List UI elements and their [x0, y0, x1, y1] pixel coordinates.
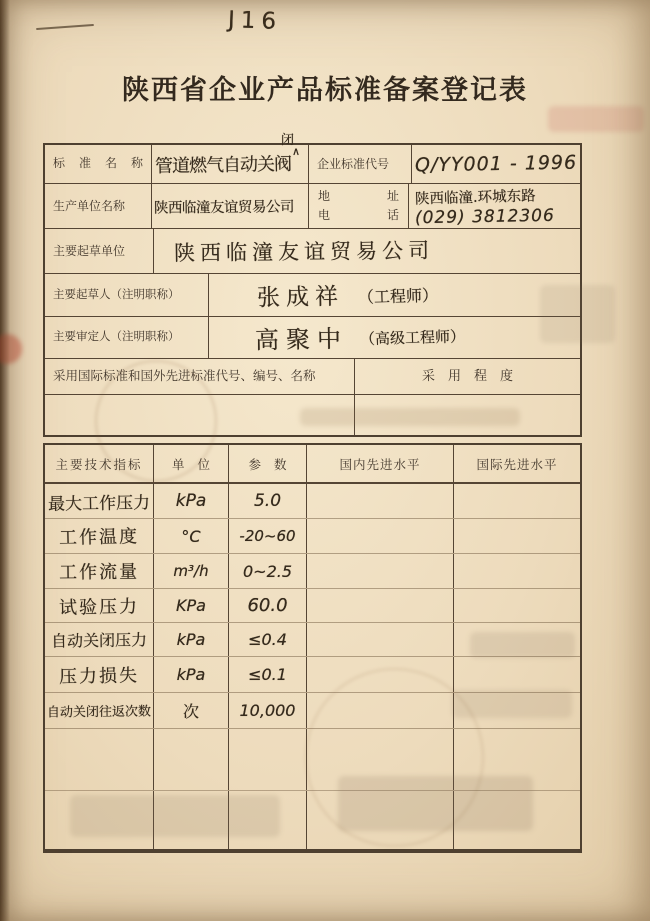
indicator-parameter: 60.0 — [247, 595, 288, 616]
row-approver — [45, 317, 580, 359]
form-title: 陕西省企业产品标准备案登记表 — [122, 75, 528, 105]
tech-header-row — [45, 445, 580, 484]
standard-name-label: 标准名称 — [45, 145, 152, 183]
header-international-level: 国际先进水平 — [476, 457, 558, 472]
tech-row — [45, 623, 580, 657]
international-level-cell — [454, 657, 580, 692]
international-level-cell — [454, 589, 580, 622]
tech-row — [45, 657, 580, 693]
indicator-name: 压力损失 — [58, 664, 140, 688]
indicator-parameter: 0~2.5 — [242, 561, 293, 581]
drafter-name: 张成祥 — [256, 283, 345, 311]
info-table — [43, 133, 582, 437]
producer-label: 生产单位名称 — [45, 184, 152, 228]
address-phone-label: 地 址 电 话 — [309, 184, 409, 228]
tech-empty-row — [45, 729, 580, 791]
indicator-unit: 次 — [182, 702, 199, 721]
indicator-parameter: ≤0.4 — [248, 630, 287, 649]
page-corner-mark: J16 — [227, 7, 283, 35]
indicator-unit: kPa — [175, 491, 207, 511]
drafting-unit-value: 陕西临潼友谊贸易公司 — [173, 238, 435, 266]
ink-bleed-artifact — [548, 106, 644, 132]
drafter-title: （工程师） — [357, 285, 439, 307]
phone-value: (029) 3812306 — [414, 205, 555, 228]
indicator-parameter: -20~60 — [239, 527, 296, 545]
header-domestic-level: 国内先进水平 — [307, 445, 454, 482]
indicator-parameter: ≤0.1 — [248, 665, 287, 684]
approver-label: 主要审定人（注明职称） — [45, 317, 209, 358]
international-level-cell — [454, 623, 580, 656]
adopted-standard-value-cell — [45, 395, 355, 435]
indicator-name: 自动关闭往返次数 — [46, 704, 152, 721]
indicator-unit: m³/h — [173, 562, 209, 580]
domestic-level-cell — [307, 589, 454, 622]
drafting-unit-label: 主要起草单位 — [45, 229, 154, 273]
standard-name-value: 管道燃气自动关阀 闭 ∧ — [152, 145, 309, 183]
tech-row — [45, 554, 580, 589]
enterprise-code-label: 企业标准代号 — [309, 145, 412, 183]
tech-row — [45, 693, 580, 729]
address-phone-value — [409, 184, 580, 228]
domestic-level-cell — [307, 623, 454, 656]
header-unit: 单位 — [154, 445, 229, 482]
indicator-name: 工作流量 — [58, 561, 140, 584]
indicator-unit: kPa — [176, 630, 206, 649]
domestic-level-cell — [307, 693, 454, 728]
indicator-name: 试验压力 — [58, 595, 140, 619]
page-binding-shadow — [0, 0, 10, 921]
adopted-standard-label: 采用国际标准和国外先进标准代号、编号、名称 — [45, 359, 355, 394]
international-level-cell — [454, 484, 580, 518]
address-value: 陕西临潼.环城东路 — [414, 187, 536, 208]
tech-row — [45, 484, 580, 519]
indicator-name: 工作温度 — [58, 526, 140, 549]
approver-value — [209, 317, 580, 358]
enterprise-code-value: Q/YY001 - 1996 — [414, 151, 578, 177]
tech-table — [43, 443, 582, 853]
tech-empty-row — [45, 791, 580, 849]
row-drafting-unit — [45, 229, 580, 274]
approver-title: （高级工程师） — [359, 327, 466, 349]
row-standard-name — [45, 133, 580, 184]
inserted-character: 闭 — [280, 133, 294, 148]
header-indicator: 主要技术指标 — [45, 445, 154, 482]
insertion-caret: ∧ — [291, 145, 300, 158]
tech-row — [45, 589, 580, 623]
domestic-level-cell — [307, 519, 454, 553]
indicator-name: 最大工作压力 — [47, 492, 151, 515]
indicator-parameter: 10,000 — [239, 701, 296, 720]
producer-value: 陕西临潼友谊贸易公司 — [152, 184, 309, 228]
indicator-unit: °C — [181, 526, 201, 546]
indicator-name: 自动关闭压力 — [50, 630, 148, 651]
drafter-value — [209, 274, 580, 316]
domestic-level-cell — [307, 657, 454, 692]
pen-dash-mark — [36, 24, 94, 30]
row-adopted-standard-header — [45, 359, 580, 395]
domestic-level-cell — [307, 484, 454, 518]
drafter-label: 主要起草人（注明职称） — [45, 274, 209, 316]
header-parameter: 参数 — [229, 445, 307, 482]
adoption-degree-value-cell — [355, 395, 580, 435]
indicator-unit: kPa — [176, 665, 206, 684]
domestic-level-cell — [307, 554, 454, 588]
row-drafter — [45, 274, 580, 317]
international-level-cell — [454, 519, 580, 553]
international-level-cell — [454, 554, 580, 588]
tech-row — [45, 519, 580, 554]
approver-name: 高聚中 — [254, 324, 349, 355]
row-producer — [45, 184, 580, 229]
international-level-cell — [454, 693, 580, 728]
indicator-unit: KPa — [176, 596, 206, 615]
row-adopted-standard-value — [45, 395, 580, 435]
adoption-degree-label: 采用程度 — [421, 368, 526, 384]
indicator-parameter: 5.0 — [253, 491, 282, 511]
